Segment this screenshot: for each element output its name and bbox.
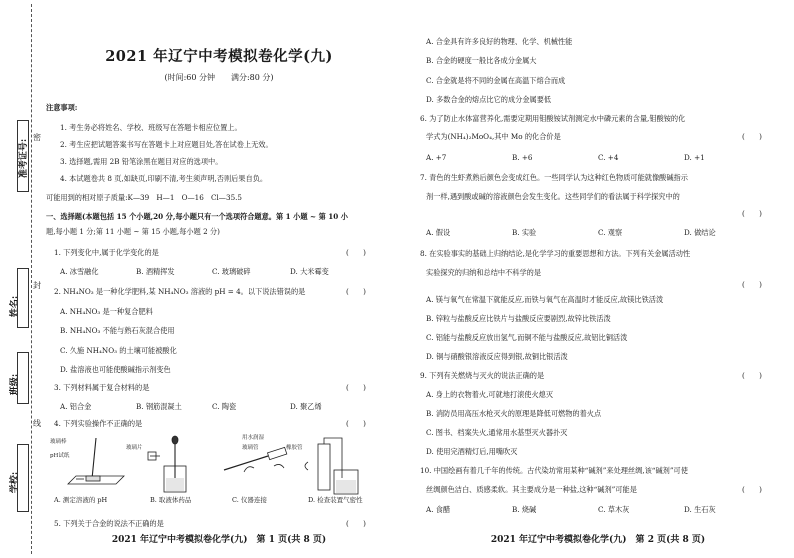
q6-options <box>426 154 705 161</box>
exam-id-field <box>17 120 29 192</box>
fig-label-wetted: 用水润湿 <box>242 435 265 441</box>
cut-line <box>31 4 32 554</box>
q8-option-d: D. 铜与硝酸银溶液反应得到银,故铜比银活泼 <box>426 352 568 361</box>
exam-id-label: 准考证号: <box>19 138 30 179</box>
q10-answer-paren: ( ) <box>742 485 762 494</box>
q4-option-d: D. 检查装置气密性 <box>308 496 363 504</box>
binding-margin <box>0 0 44 558</box>
school-label: 学校: <box>10 471 21 494</box>
fig-label-glass-tube: 玻璃管 <box>242 445 259 451</box>
cut-mark-seal: 密 <box>33 133 41 142</box>
q8-answer-paren: ( ) <box>742 280 762 289</box>
name-field <box>17 268 29 328</box>
fig-label-glass-plate: 玻璃片 <box>126 445 143 451</box>
q6-option-a: A. +7 <box>426 153 447 162</box>
q10-option-b: B. 烧碱 <box>512 505 537 514</box>
q3-answer-paren: ( ) <box>346 383 366 392</box>
q9-stem: 9. 下列有关燃烧与灭火的说法正确的是 <box>420 371 545 380</box>
class-field <box>17 352 29 404</box>
q2-stem: 2. NH₄NO₃ 是一种化学肥料,某 NH₄NO₃ 溶液的 pH = 4。以下说法错误的是 <box>54 287 306 296</box>
q2-answer-paren: ( ) <box>346 287 366 296</box>
q6-answer-paren: ( ) <box>742 132 762 141</box>
page-1 <box>46 0 392 558</box>
q3-options <box>60 403 322 410</box>
section1-heading: 一、选择题(本题包括 15 个小题,20 分,每小题只有一个选项符合题意。第 1 小题 ~ 第 10 小 <box>46 212 348 221</box>
q10-option-d: D. 生石灰 <box>684 505 716 514</box>
section1-heading-cont: 题,每小题 1 分;第 11 小题 ~ 第 15 小题,每小题 2 分) <box>46 227 220 236</box>
q7-option-d: D. 做结论 <box>684 228 716 237</box>
q1-option-a: A. 冰雪融化 <box>60 267 99 276</box>
fig-label-glass-rod: 玻璃棒 <box>50 439 67 445</box>
cut-mark-close: 封 <box>33 281 41 290</box>
q6-option-c: C. +4 <box>598 153 619 162</box>
page-2 <box>412 0 784 558</box>
q1-options <box>60 268 329 275</box>
q2-option-b: B. NH₄NO₃ 不能与熟石灰混合使用 <box>60 326 175 335</box>
q6-stem: 6. 为了防止水体富营养化,需要定期用钼酸铵试剂测定水中磷元素的含量,钼酸铵的化 <box>420 114 686 123</box>
q5-option-c: C. 合金就是将不同的金属在高温下熔合而成 <box>426 76 566 85</box>
fig-label-ph-paper: pH试纸 <box>50 453 70 459</box>
q10-stem-cont: 丝绸颜色洁白、质感柔软。其主要成分是一种盐,这种“碱剂”可能是 <box>426 485 637 494</box>
q3-stem: 3. 下列材料属于复合材料的是 <box>54 383 150 392</box>
q9-option-b: B. 消防员用高压水枪灭火的原理是降低可燃物的着火点 <box>426 409 602 418</box>
notes-heading: 注意事项: <box>46 103 78 112</box>
q4-option-c: C. 仪器连接 <box>232 496 267 504</box>
q8-option-b: B. 锌粒与盐酸反应比铁片与盐酸反应要剧烈,故锌比铁活泼 <box>426 314 611 323</box>
q5-option-b: B. 合金的硬度一般比各成分金属大 <box>426 56 537 65</box>
q7-options <box>426 229 716 236</box>
q9-option-d: D. 使用完酒精灯后,用嘴吹灭 <box>426 447 518 456</box>
q7-stem-cont: 剂一样,遇到酸或碱的溶液颜色会发生变化。这些同学们的看法属于科学探究中的 <box>426 192 680 201</box>
q4-option-a: A. 测定溶液的 pH <box>54 496 108 504</box>
q4-answer-paren: ( ) <box>346 419 366 428</box>
page-2-footer: 2021 年辽宁中考模拟卷化学(九) 第 2 页(共 8 页) <box>490 535 706 545</box>
q7-option-a: A. 假设 <box>426 228 451 237</box>
q5-option-a: A. 合金具有许多良好的物理、化学、机械性能 <box>426 37 573 46</box>
note-2: 2. 考生应把试题答案书写在答题卡上对应题目处,答在试卷上无效。 <box>60 140 273 149</box>
atomic-masses: 可能用到的相对原子质量:K—39 H—1 O—16 Cl—35.5 <box>46 193 242 202</box>
q3-option-c: C. 陶瓷 <box>212 402 237 411</box>
q5-option-d: D. 多数合金的熔点比它的成分金属要低 <box>426 95 552 104</box>
q2-option-a: A. NH₄NO₃ 是一种复合肥料 <box>60 307 153 316</box>
q3-option-a: A. 铝合金 <box>60 402 92 411</box>
q8-option-a: A. 镁与氧气在常温下就能反应,而铁与氧气在高温时才能反应,故镁比铁活泼 <box>426 295 664 304</box>
q5-stem: 5. 下列关于合金的说法不正确的是 <box>54 519 164 528</box>
q9-option-a: A. 身上的衣物着火,可就地打滚使火熄灭 <box>426 390 554 399</box>
class-label: 班级: <box>10 373 21 396</box>
cut-mark-line: 线 <box>33 419 41 428</box>
q2-option-d: D. 盐溶液也可能使酸碱指示剂变色 <box>60 365 171 374</box>
q5-answer-paren: ( ) <box>346 519 366 528</box>
q8-option-c: C. 铝能与盐酸反应放出氢气,而铜不能与盐酸反应,故铝比铜活泼 <box>426 333 628 342</box>
q1-answer-paren: ( ) <box>346 248 366 257</box>
q4-stem: 4. 下列实验操作不正确的是 <box>54 419 143 428</box>
q4-option-b: B. 取液体药品 <box>150 496 192 504</box>
q3-option-b: B. 钢筋混凝土 <box>136 402 182 411</box>
figure-b-dropper <box>148 436 186 492</box>
q4-figures <box>46 432 392 512</box>
name-label: 姓名: <box>10 295 21 318</box>
q1-stem: 1. 下列变化中,属于化学变化的是 <box>54 248 159 257</box>
figure-d-airtight <box>305 438 358 494</box>
q1-option-c: C. 玻璃破碎 <box>212 267 251 276</box>
q10-option-a: A. 食醋 <box>426 505 451 514</box>
q6-stem-cont: 学式为(NH₄)₂MoO₄,其中 Mo 的化合价是 <box>426 132 561 141</box>
q9-answer-paren: ( ) <box>742 371 762 380</box>
q9-option-c: C. 图书、档案失火,通常用水基型灭火器扑灭 <box>426 428 568 437</box>
q6-option-d: D. +1 <box>684 153 705 162</box>
school-field <box>17 444 29 512</box>
q7-answer-paren: ( ) <box>742 209 762 218</box>
note-3: 3. 选择题,需用 2B 铅笔涂黑在题目对应的选项中。 <box>60 157 223 166</box>
figure-a-ph-test <box>68 438 124 484</box>
q1-option-d: D. 大米霉变 <box>290 267 329 276</box>
q1-option-b: B. 酒精挥发 <box>136 267 175 276</box>
q7-stem: 7. 青色的生虾煮熟后颜色会变成红色。一些同学认为这种红色物质可能就像酸碱指示 <box>420 173 688 182</box>
note-4: 4. 本试题卷共 8 页,如缺页,印刷不清,考生须声明,否则后果自负。 <box>60 174 268 183</box>
q10-options <box>426 506 716 513</box>
q7-option-c: C. 观察 <box>598 228 623 237</box>
q7-option-b: B. 实验 <box>512 228 537 237</box>
q2-option-c: C. 久施 NH₄NO₃ 的土壤可能被酸化 <box>60 346 177 355</box>
note-1: 1. 考生务必将姓名、学校、班级写在答题卡相应位置上。 <box>60 123 242 132</box>
q10-stem: 10. 中国绘画有着几千年的传统。古代染坊常用某种“碱剂”来处理丝绸,该“碱剂”可使 <box>420 466 688 475</box>
exam-title: 2021 年辽宁中考模拟卷化学(九) <box>105 48 333 65</box>
q6-option-b: B. +6 <box>512 153 533 162</box>
q8-stem-cont: 实验探究的归纳和总结中不科学的是 <box>426 268 542 277</box>
fig-label-rubber-tube: 橡胶管 <box>286 445 303 451</box>
q10-option-c: C. 草木灰 <box>598 505 630 514</box>
q8-stem: 8. 在实验事实的基础上归纳结论,是化学学习的重要思想和方法。下列有关金属活动性 <box>420 249 691 258</box>
page-1-footer: 2021 年辽宁中考模拟卷化学(九) 第 1 页(共 8 页) <box>111 535 327 545</box>
q3-option-d: D. 聚乙烯 <box>290 402 322 411</box>
exam-subtitle: (时间:60 分钟 满分:80 分) <box>164 73 274 82</box>
